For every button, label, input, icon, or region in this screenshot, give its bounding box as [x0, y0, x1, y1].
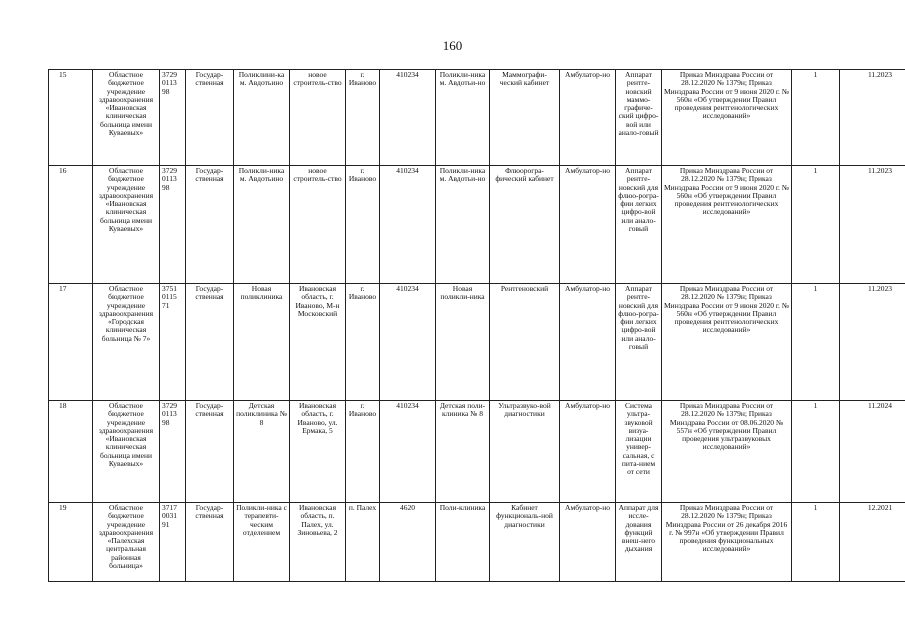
structural-unit-cell: Поли-клиника	[436, 503, 490, 582]
org-code-cell: 3729 0113 98	[160, 166, 186, 284]
org-code-cell: 3729 0113 98	[160, 401, 186, 503]
settlement-cell: г. Иваново	[346, 70, 380, 166]
quantity-cell: 1	[792, 166, 840, 284]
oktmo-cell: 410234	[380, 166, 436, 284]
delivery-date-cell: 12.2021	[840, 503, 905, 582]
room-type-cell: Ультразвуко-вой диагностики	[490, 401, 560, 503]
ownership-form-cell: Государ-ственная	[186, 70, 234, 166]
table-row	[49, 503, 905, 582]
oktmo-cell: 4620	[380, 503, 436, 582]
table-row	[49, 70, 905, 166]
oktmo-cell: 410234	[380, 70, 436, 166]
ownership-form-cell: Государ-ственная	[186, 503, 234, 582]
subdivision-cell: Поликли-ника м. Авдотьино	[234, 166, 290, 284]
row-number-cell: 15	[49, 70, 93, 166]
org-code-cell: 3751 0115 71	[160, 284, 186, 401]
equipment-cell: Аппарат рентге-новский маммо-графиче-ский цифро-вой или анало-говый	[616, 70, 662, 166]
row-number-cell: 16	[49, 166, 93, 284]
ownership-form-cell: Государ-ственная	[186, 401, 234, 503]
room-type-cell: Кабинет функциональ-ной диагностики	[490, 503, 560, 582]
care-condition-cell: Амбулатор-но	[560, 503, 616, 582]
regulation-cell: Приказ Минздрава России от 28.12.2020 № 1379н; Приказ Минздрава России от 9 июня 2020 г. № 560н «Об утверждении Правил проведения рентгенологических исследований»	[662, 284, 792, 401]
table-row	[49, 284, 905, 401]
row-number-cell: 18	[49, 401, 93, 503]
structural-unit-cell: Поликли-ника м. Авдотьи-но	[436, 166, 490, 284]
settlement-cell: г. Иваново	[346, 284, 380, 401]
structural-unit-cell: Поликли-ника м. Авдотьи-но	[436, 70, 490, 166]
org-code-cell: 3729 0113 98	[160, 70, 186, 166]
equipment-cell: Аппарат для иссле-дования функций внеш-него дыхания	[616, 503, 662, 582]
row-number-cell: 17	[49, 284, 93, 401]
address-cell: Ивановская область, г. Иваново, М-н Московский	[290, 284, 346, 401]
structural-unit-cell: Новая поликли-ника	[436, 284, 490, 401]
subdivision-cell: Поликли-ника с терапевти-ческим отделением	[234, 503, 290, 582]
structural-unit-cell: Детская поли-клиника № 8	[436, 401, 490, 503]
quantity-cell: 1	[792, 401, 840, 503]
quantity-cell: 1	[792, 284, 840, 401]
organization-cell: Областное бюджетное учреждение здравоохранения «Палехская центральная районная больница»	[93, 503, 160, 582]
care-condition-cell: Амбулатор-но	[560, 166, 616, 284]
regulation-cell: Приказ Минздрава России от 28.12.2020 № 1379н; Приказ Минздрава России от 9 июня 2020 г. № 560н «Об утверждении Правил проведения рентгенологических исследований»	[662, 70, 792, 166]
settlement-cell: г. Иваново	[346, 166, 380, 284]
ownership-form-cell: Государ-ственная	[186, 166, 234, 284]
quantity-cell: 1	[792, 70, 840, 166]
address-cell: Ивановская область, п. Палех, ул. Зиновьева, 2	[290, 503, 346, 582]
address-cell: Ивановская область, г. Иваново, ул. Ермака, 5	[290, 401, 346, 503]
room-type-cell: Флюорогра-фический кабинет	[490, 166, 560, 284]
oktmo-cell: 410234	[380, 401, 436, 503]
table-row	[49, 401, 905, 503]
regulation-cell: Приказ Минздрава России от 28.12.2020 № 1379н; Приказ Минздрава России от 9 июня 2020 г. № 560н «Об утверждении Правил проведения рентгенологических исследований»	[662, 166, 792, 284]
row-number-cell: 19	[49, 503, 93, 582]
delivery-date-cell: 11.2023	[840, 284, 905, 401]
equipment-cell: Система ультра-звуковой визуа-лизации универ-сальная, с пита-нием от сети	[616, 401, 662, 503]
organization-cell: Областное бюджетное учреждение здравоохранения «Ивановская клиническая больница имени Куваевых»	[93, 401, 160, 503]
equipment-register-table	[48, 69, 905, 582]
delivery-date-cell: 11.2024	[840, 401, 905, 503]
quantity-cell: 1	[792, 503, 840, 582]
ownership-form-cell: Государ-ственная	[186, 284, 234, 401]
organization-cell: Областное бюджетное учреждение здравоохранения «Ивановская клиническая больница имени Куваевых»	[93, 166, 160, 284]
org-code-cell: 3717 0031 91	[160, 503, 186, 582]
care-condition-cell: Амбулатор-но	[560, 284, 616, 401]
subdivision-cell: Поликлини-ка м. Авдотьино	[234, 70, 290, 166]
room-type-cell: Рентгеновский	[490, 284, 560, 401]
settlement-cell: п. Палех	[346, 503, 380, 582]
organization-cell: Областное бюджетное учреждение здравоохранения «Городская клиническая больница № 7»	[93, 284, 160, 401]
care-condition-cell: Амбулатор-но	[560, 70, 616, 166]
oktmo-cell: 410234	[380, 284, 436, 401]
equipment-cell: Аппарат рентге-новский для флюо-рогра-фии легких цифро-вой или анало-говый	[616, 166, 662, 284]
address-cell: новое строитель-ство	[290, 166, 346, 284]
settlement-cell: г. Иваново	[346, 401, 380, 503]
subdivision-cell: Новая поликлиника	[234, 284, 290, 401]
room-type-cell: Маммографи-ческий кабинет	[490, 70, 560, 166]
organization-cell: Областное бюджетное учреждение здравоохранения «Ивановская клиническая больница имени Куваевых»	[93, 70, 160, 166]
page-number: 160	[442, 38, 463, 53]
subdivision-cell: Детская поликлиника № 8	[234, 401, 290, 503]
regulation-cell: Приказ Минздрава России от 28.12.2020 № 1379н; Приказ Минздрава России от 08.06.2020 № 557н «Об утверждении Правил проведения ультразвуковых исследований»	[662, 401, 792, 503]
equipment-cell: Аппарат рентге-новский для флюо-рогра-фии легких цифро-вой или анало-говый	[616, 284, 662, 401]
care-condition-cell: Амбулатор-но	[560, 401, 616, 503]
regulation-cell: Приказ Минздрава России от 28.12.2020 № 1379н; Приказ Минздрава России от 26 декабря 2016 г. № 997н «Об утверждении Правил проведения функциональных исследований»	[662, 503, 792, 582]
address-cell: новое строитель-ство	[290, 70, 346, 166]
delivery-date-cell: 11.2023	[840, 166, 905, 284]
delivery-date-cell: 11.2023	[840, 70, 905, 166]
table-row	[49, 166, 905, 284]
